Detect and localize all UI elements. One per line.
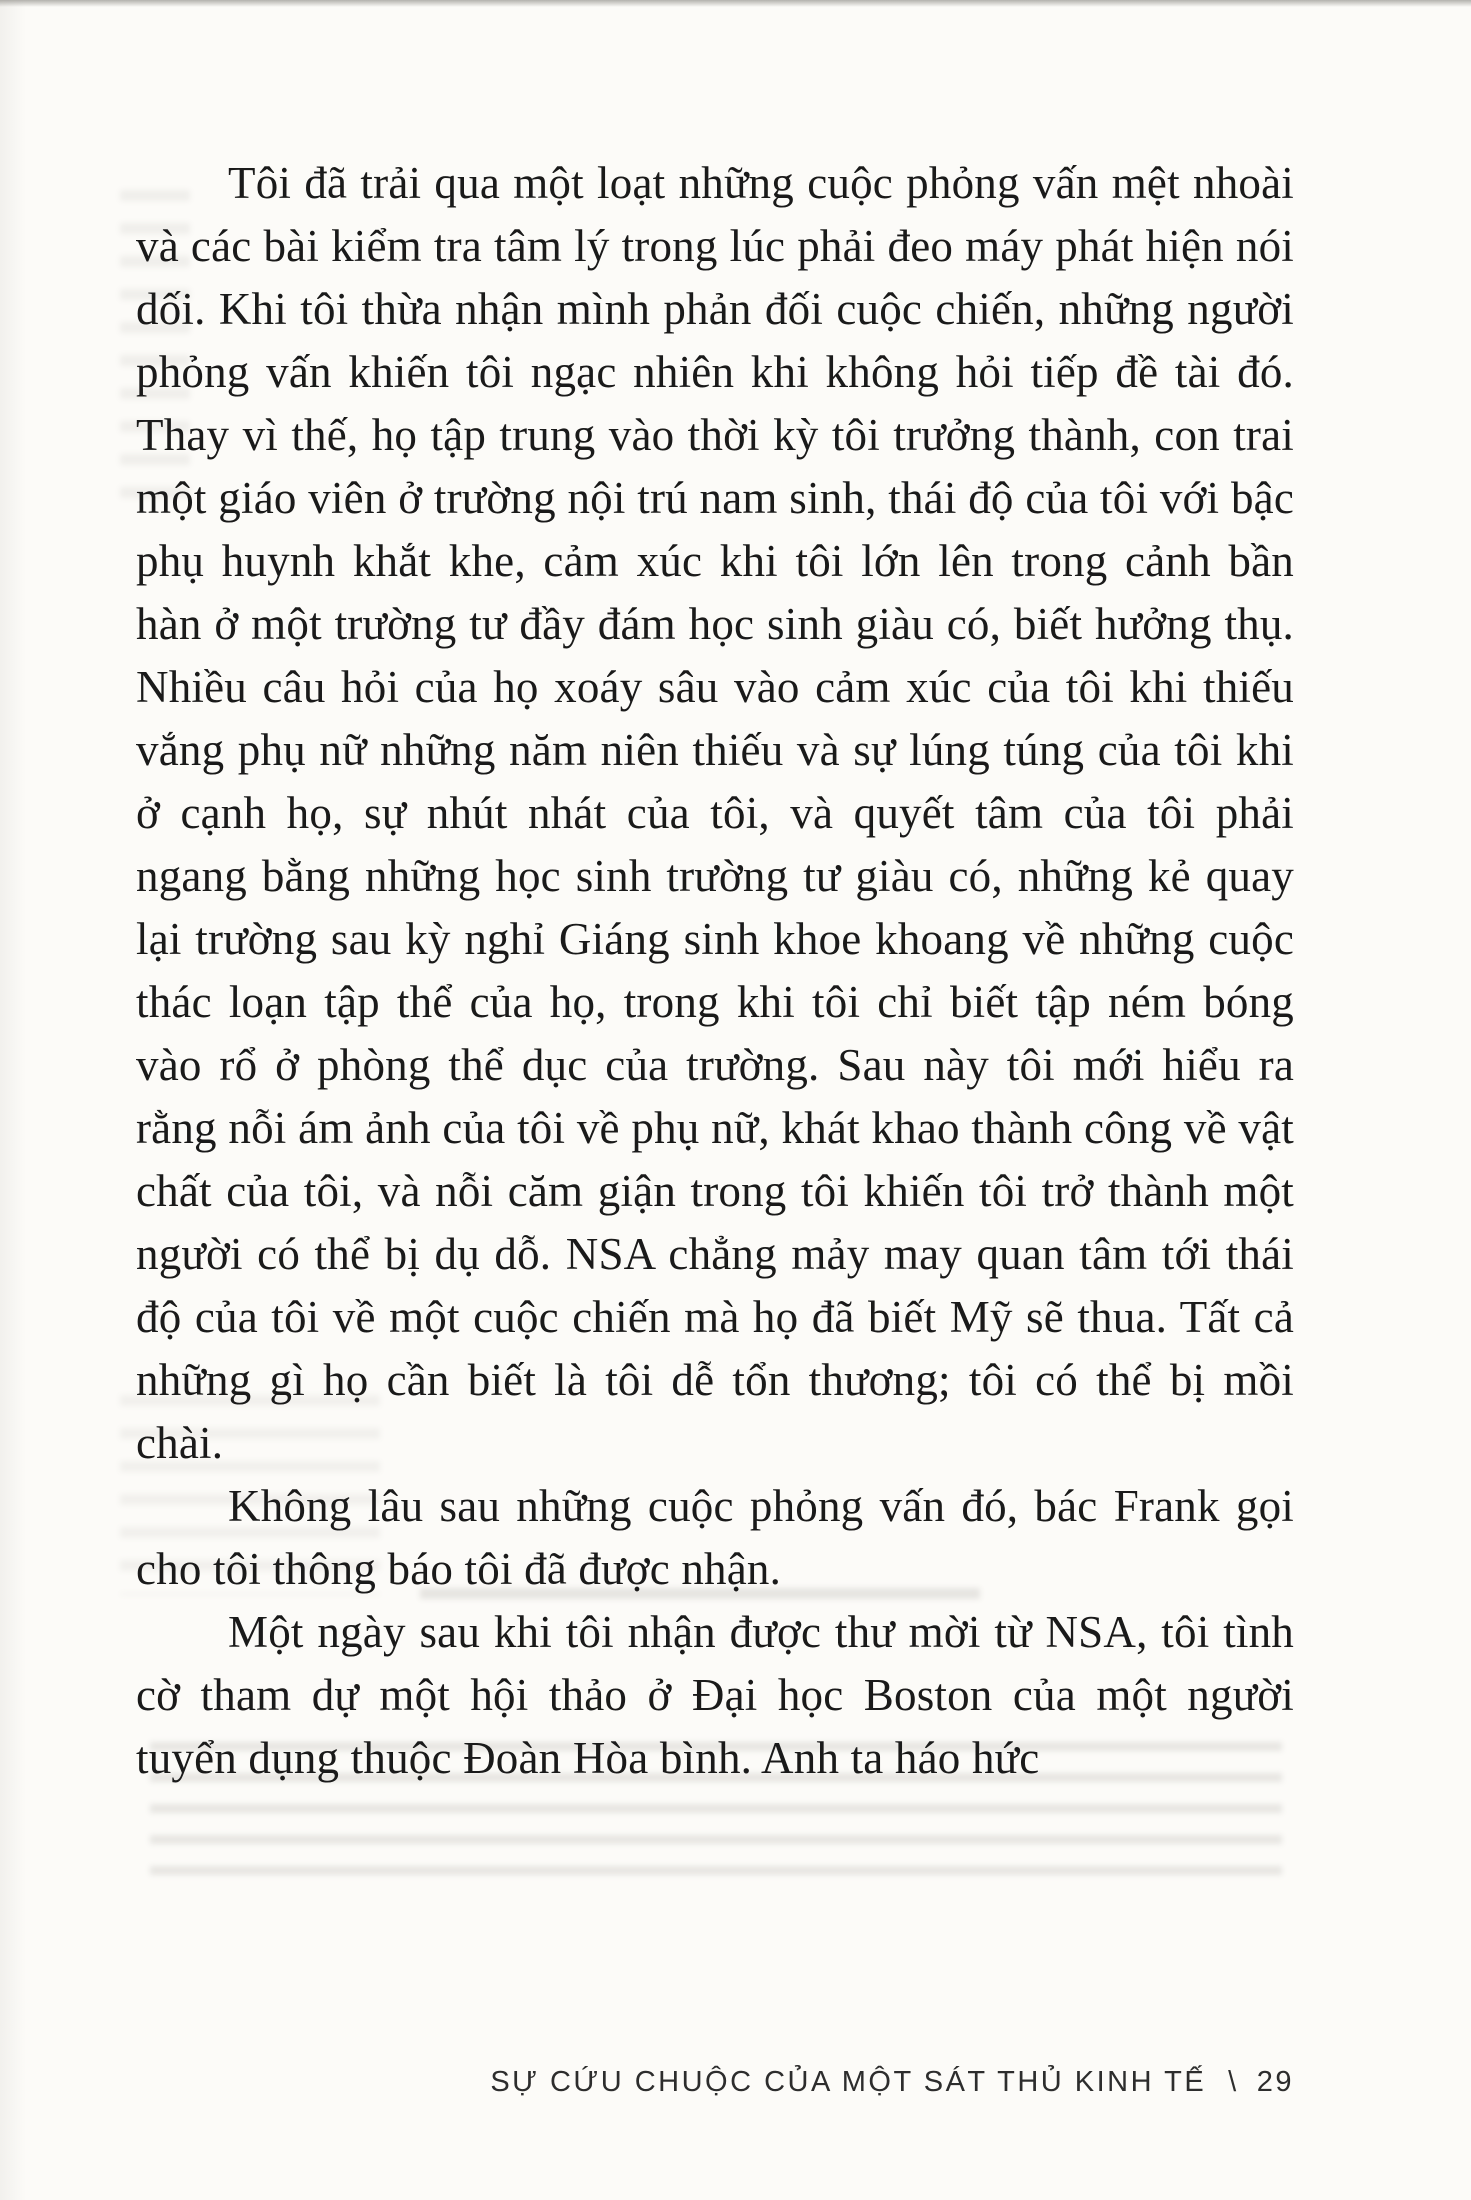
running-footer <box>136 2066 1294 2099</box>
footer-book-title: SỰ CỨU CHUỘC CỦA MỘT SÁT THỦ KINH TẾ <box>490 2066 1207 2098</box>
footer-page-number: 29 <box>1256 2066 1294 2098</box>
body-paragraph: Không lâu sau những cuộc phỏng vấn đó, bác Frank gọi cho tôi thông báo tôi đã được nhận. <box>136 1481 1294 1594</box>
body-paragraph: Một ngày sau khi tôi nhận được thư mời từ NSA, tôi tình cờ tham dự một hội thảo ở Đại học Boston của một người tuyển dụng thuộc Đoàn Hòa bình. Anh ta háo hức <box>136 1607 1294 1783</box>
page-body-text <box>136 152 1294 1790</box>
footer-separator: \ <box>1228 2066 1239 2098</box>
body-paragraph: Tôi đã trải qua một loạt những cuộc phỏng vấn mệt nhoài và các bài kiểm tra tâm lý trong lúc phải đeo máy phát hiện nói dối. Khi tôi thừa nhận mình phản đối cuộc chiến, những người phỏng vấn khiến tôi ngạc nhiên khi không hỏi tiếp đề tài đó. Thay vì thế, họ tập trung vào thời kỳ tôi trưởng thành, con trai một giáo viên ở trường nội trú nam sinh, thái độ của tôi với bậc phụ huynh khắt khe, cảm xúc khi tôi lớn lên trong cảnh bần hàn ở một trường tư đầy đám học sinh giàu có, biết hưởng thụ. Nhiều câu hỏi của họ xoáy sâu vào cảm xúc của tôi khi thiếu vắng phụ nữ những năm niên thiếu và sự lúng túng của tôi khi ở cạnh họ, sự nhút nhát của tôi, và quyết tâm của tôi phải ngang bằng những học sinh trường tư giàu có, những kẻ quay lại trường sau kỳ nghỉ Giáng sinh khoe khoang về những cuộc thác loạn tập thể của họ, trong khi tôi chỉ biết tập ném bóng vào rổ ở phòng thể dục của trường. Sau này tôi mới hiểu ra rằng nỗi ám ảnh của tôi về phụ nữ, khát khao thành công về vật chất của tôi, và nỗi căm giận trong tôi khiến tôi trở thành một người có thể bị dụ dỗ. NSA chẳng mảy may quan tâm tới thái độ của tôi về một cuộc chiến mà họ đã biết Mỹ sẽ thua. Tất cả những gì họ cần biết là tôi dễ tổn thương; tôi có thể bị mồi chài. <box>136 158 1294 1468</box>
scan-top-edge <box>0 0 1471 7</box>
scan-left-shade <box>0 0 26 2200</box>
